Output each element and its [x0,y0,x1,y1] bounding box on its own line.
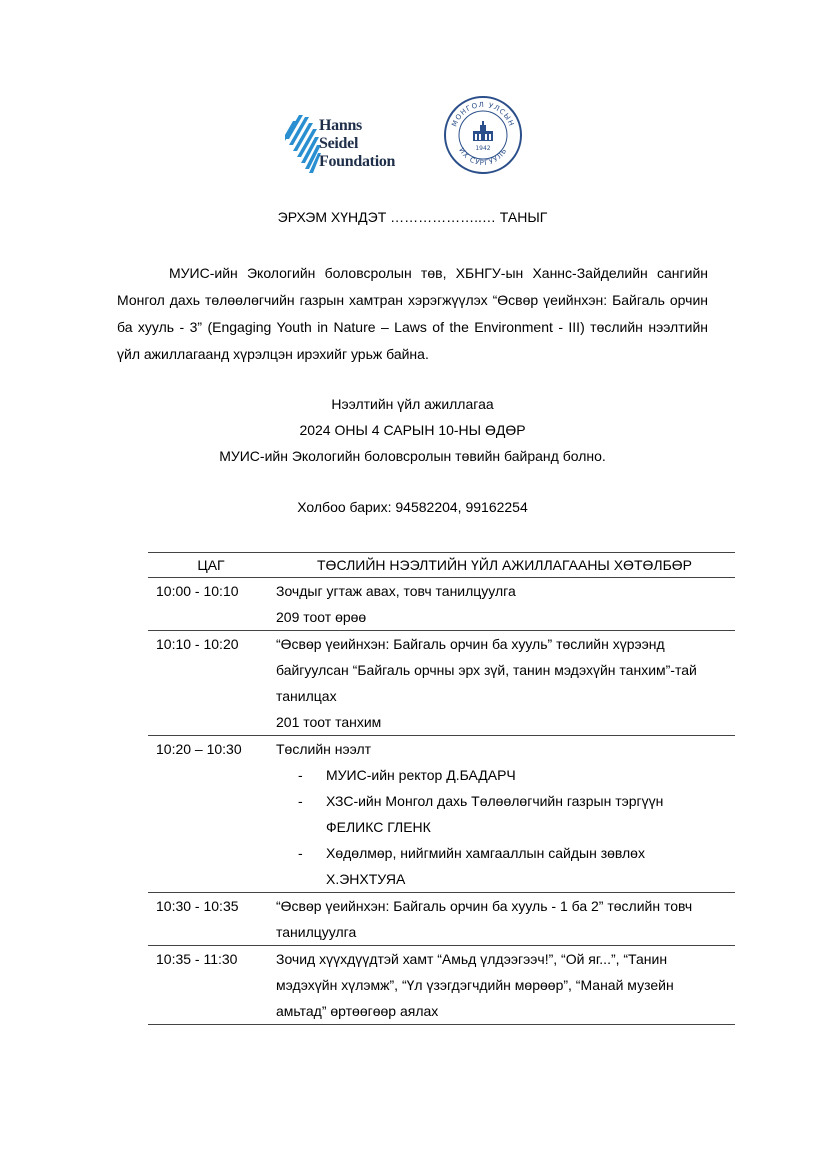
row-time: 10:30 - 10:35 [148,893,274,946]
activity-line: Зочдыг угтаж авах, товч танилцуулга [276,583,516,599]
invitation-paragraph: МУИС-ийн Экологийн боловсролын төв, ХБНГУ-ын Ханнс-Зайделийн сангийн Монгол дахь төлөөлөгчийн газрын хамтран хэрэгжүүлэх “Өсвөр үеийнхэн: Байгаль орчин ба хууль - 3” (Engaging Youth in Nature – Laws of the Environment - III) төслийн нээлтийн үйл ажиллагаанд хүрэлцэн ирэхийг урьж байна. [117,265,708,362]
hanns-seidel-wordmark [319,117,395,171]
speaker-bullet: - ХЗС-ийн Монгол дахь Төлөөлөгчийн газрын тэргүүн ФЕЛИКС ГЛЕНК [276,788,705,840]
table-row [148,893,735,946]
speaker-bullet: - Хөдөлмөр, нийгмийн хамгааллын сайдын зөвлөх Х.ЭНХТУЯА [276,840,705,892]
table-row [148,631,735,736]
activity-line: 209 тоот өрөө [276,609,367,625]
table-row [148,736,735,893]
speaker-bullet: - МУИС-ийн ректор Д.БАДАРЧ [276,762,705,788]
row-activity [274,946,735,1025]
logo-bar [0,95,825,185]
row-activity [274,893,735,946]
table-row [148,946,735,1025]
event-date: 2024 ОНЫ 4 САРЫН 10-НЫ ӨДӨР [299,422,526,438]
row-activity [274,631,735,736]
seal-bottom-text: ИХ СУРГУУЛЬ [457,146,509,168]
row-time: 10:00 - 10:10 [148,578,274,631]
header-time: ЦАГ [148,553,274,578]
hsf-line-1: Hanns [319,117,362,134]
activity-line: “Өсвөр үеийнхэн: Байгаль орчин ба хууль - 1 ба 2” төслийн товч танилцуулга [276,898,693,940]
schedule-header-row [148,553,735,578]
row-time: 10:20 – 10:30 [148,736,274,893]
seal-top-text: МОНГОЛ УЛСЫН [450,100,516,128]
hsf-line-2: Seidel [319,135,359,152]
hanns-seidel-logo [285,115,415,175]
table-row [148,578,735,631]
row-time: 10:10 - 10:20 [148,631,274,736]
event-contact: Холбоо барих: 94582204, 99162254 [297,499,528,515]
activity-line: Зочид хүүхдүүдтэй хамт “Амьд үлдээгээч!”, “Ой яг...”, “Танин мэдэхүйн хүлэмж”, “Үл үзэгдэгчдийн мөрөөр”, “Манай музейн амьтад” өртөөгөөр аялах [276,951,674,1019]
activity-line: 201 тоот танхим [276,714,382,730]
university-seal-icon [443,95,523,175]
seal-year: 1942 [475,145,491,152]
row-time: 10:35 - 11:30 [148,946,274,1025]
schedule-table [148,552,735,1025]
activity-line: “Өсвөр үеийнхэн: Байгаль орчин ба хууль” төслийн хүрээнд байгуулсан “Байгаль орчны эрх зүй, танин мэдэхүйн танхим”-тай танилцах [276,636,697,704]
row-activity [274,736,735,893]
event-venue: МУИС-ийн Экологийн боловсролын төвийн байранд болно. [219,448,606,464]
hsf-line-3: Foundation [319,153,396,170]
event-title: Нээлтийн үйл ажиллагаа [331,396,494,412]
activity-line: Төслийн нээлт [276,741,372,757]
row-activity [274,578,735,631]
greeting-line: ЭРХЭМ ХҮНДЭТ ………………..… ТАНЫГ [277,209,548,225]
hanns-seidel-stripes-icon [285,115,321,173]
header-program: ТӨСЛИЙН НЭЭЛТИЙН ҮЙЛ АЖИЛЛАГААНЫ ХӨТӨЛБӨР [274,553,735,578]
